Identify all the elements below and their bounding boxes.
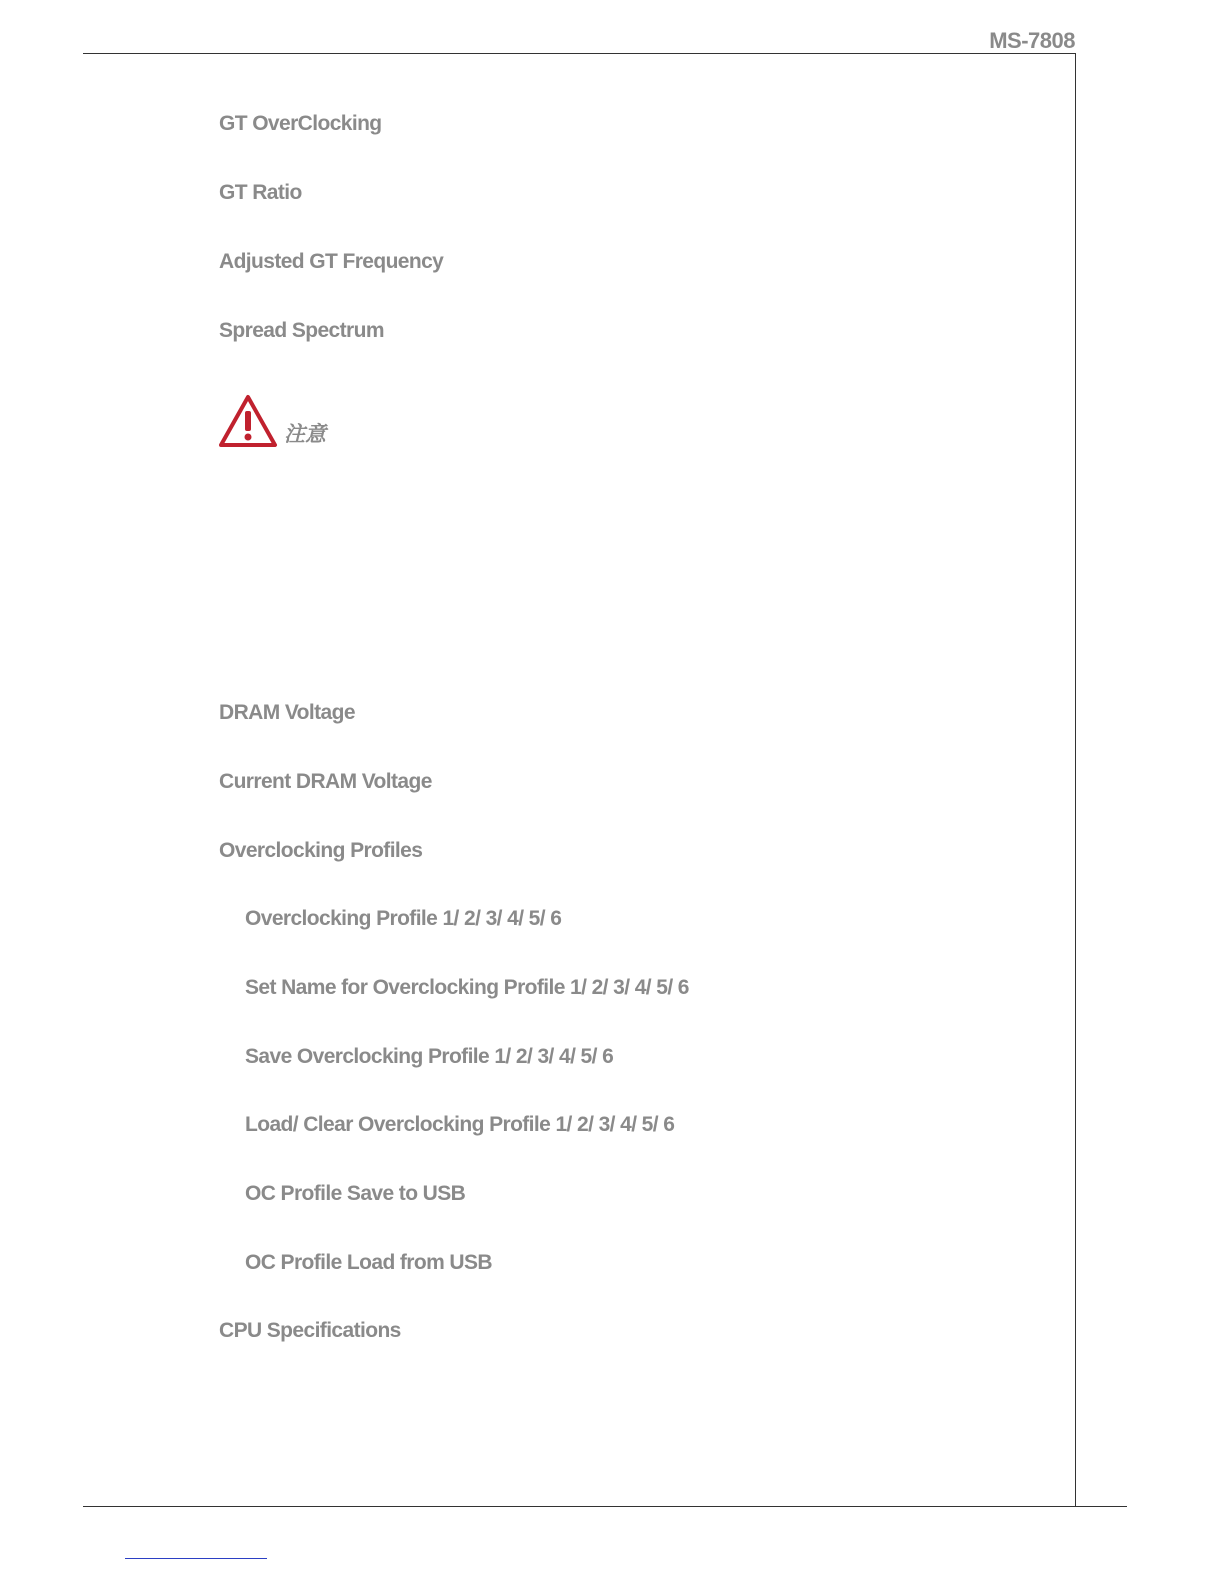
- top-rule: [83, 53, 1076, 54]
- setting-load-clear-profile: Load/ Clear Overclocking Profile 1/ 2/ 3/ 4/ 5/ 6: [245, 1113, 675, 1136]
- setting-spread-spectrum: Spread Spectrum: [219, 319, 384, 342]
- warning-triangle-icon: [218, 394, 278, 448]
- setting-overclocking-profiles: Overclocking Profiles: [219, 839, 423, 862]
- setting-set-name-profile: Set Name for Overclocking Profile 1/ 2/ 3/ 4/ 5/ 6: [245, 976, 689, 999]
- setting-dram-voltage: DRAM Voltage: [219, 701, 355, 724]
- bottom-rule: [83, 1506, 1127, 1507]
- setting-oc-profile-save-usb: OC Profile Save to USB: [245, 1182, 466, 1205]
- footer-link-underline: [125, 1558, 267, 1559]
- right-rule: [1075, 53, 1076, 1507]
- setting-cpu-specifications: CPU Specifications: [219, 1319, 401, 1342]
- setting-overclocking-profile: Overclocking Profile 1/ 2/ 3/ 4/ 5/ 6: [245, 907, 562, 930]
- setting-oc-profile-load-usb: OC Profile Load from USB: [245, 1251, 492, 1274]
- warning-label: 注意: [284, 423, 326, 446]
- setting-save-profile: Save Overclocking Profile 1/ 2/ 3/ 4/ 5/ 6: [245, 1045, 614, 1068]
- setting-adjusted-gt-frequency: Adjusted GT Frequency: [219, 250, 444, 273]
- setting-gt-overclocking: GT OverClocking: [219, 112, 382, 135]
- setting-current-dram-voltage: Current DRAM Voltage: [219, 770, 432, 793]
- setting-gt-ratio: GT Ratio: [219, 181, 302, 204]
- warning-note: [218, 394, 326, 448]
- page-model-number: MS-7808: [989, 28, 1075, 53]
